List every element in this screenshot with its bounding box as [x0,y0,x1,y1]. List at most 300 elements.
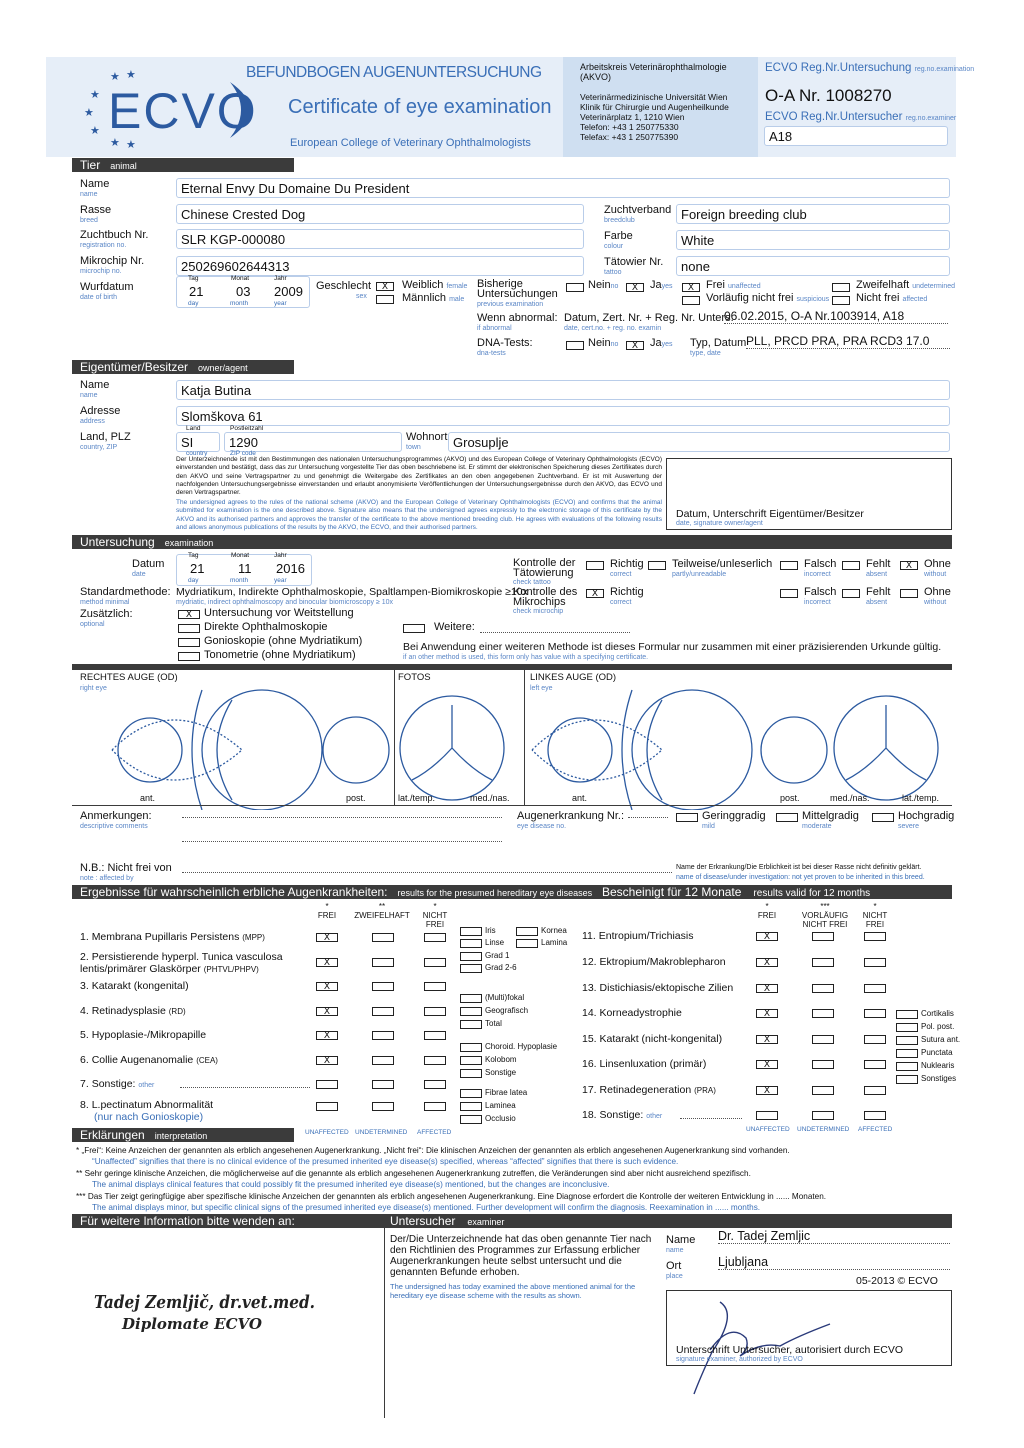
prelim-checkbox[interactable] [682,296,700,305]
r5-notfree[interactable] [424,1031,446,1040]
tattoo-field[interactable]: none [676,256,950,276]
row-label: Sonstige: [599,1109,644,1121]
r6-notfree[interactable] [424,1056,446,1065]
zip-caption-en: ZIP code [230,450,256,457]
prev-exam-sub: previous examination [477,301,544,308]
free-label [706,279,761,291]
row-no: 2. [80,951,89,963]
r13-free[interactable]: X [756,984,778,993]
row-label: Katarakt (kongenital) [91,980,189,992]
r2-free[interactable]: X [316,958,338,967]
r14-prelim[interactable] [812,1009,834,1018]
r17-prelim[interactable] [812,1086,834,1095]
left-foot-affected: AFFECTED [417,1129,452,1136]
name-sub: name [80,191,98,198]
sub-punctata-checkbox[interactable] [896,1049,918,1058]
row-no: 12. [582,956,597,968]
no-sub: no [610,283,619,290]
r8-notfree[interactable] [424,1102,446,1111]
result-row-16 [582,1058,706,1070]
address-line: Telefon: +43 1 250775330 [580,122,679,132]
chip-without-checkbox[interactable] [900,589,918,598]
row-no: 4. [80,1005,89,1017]
sub-laminea: Laminea [485,1101,516,1110]
left-eye-lid [532,720,662,780]
row-abbr: (CEA) [196,1056,218,1065]
col-header-notfree [418,902,452,929]
eye-diagrams[interactable] [72,670,952,810]
note-en: if an other method is used, this form only has value with a specifying certificate. [403,654,649,661]
sub-cortikalis-checkbox[interactable] [896,1010,918,1019]
row-label: Linsenluxation (primär) [599,1058,707,1070]
eye-section-bottom-line [72,805,952,806]
row-label: Sonstige: [91,1078,136,1090]
col-free-r-text: FREI [757,911,777,920]
sex-male-checkbox[interactable] [376,295,394,304]
breed-sub: breed [80,217,98,224]
owner-name-sub: name [80,392,98,399]
comments-line-1[interactable] [182,816,502,818]
owner-sign-sub: date, signature owner/agent [676,520,763,527]
dna-type-sub: type, date [690,350,721,357]
disease-no-label: Augenerkrankung Nr.: [517,810,625,822]
result-row-4 [80,1005,186,1017]
explanation-line: The animal displays clinical features that could possibly fit the presumed inherited eye disease(s) mentioned, but the changes are inconclusive. [92,1180,610,1190]
r14-notfree[interactable] [864,1009,886,1018]
moderate-label: Mittelgradig [802,810,859,822]
r1-notfree[interactable] [424,933,446,942]
r3-free[interactable]: X [316,982,338,991]
colour-sub: colour [604,243,624,250]
sub-sutura-checkbox[interactable] [896,1036,918,1045]
result-row-12 [582,956,726,968]
r2-notfree[interactable] [424,958,446,967]
r5-free[interactable]: X [316,1031,338,1040]
right-eye-lens [217,700,232,800]
explanation-line: ** Sehr geringe klinische Anzeichen, die möglicherweise auf die genannte als erblich angesehenen Augenerkrankung zutreffen, die Veränderungen sind aber nicht ausreichend spezifisch. [76,1168,751,1178]
sub-cat-sonstiges: Sonstiges [921,1074,957,1083]
chip-sub: microchip no. [80,268,122,275]
prev-detail-sub: date, cert.no. + reg. no. examin [564,325,662,332]
sub-linse-checkbox[interactable] [460,939,482,948]
free-checkbox[interactable]: X [682,283,700,292]
exam-monat-caption: Monat [231,552,250,559]
r4-doubt[interactable] [372,1007,394,1016]
r16-notfree[interactable] [864,1060,886,1069]
chip-correct-label: Richtig [610,586,644,598]
sex-label: Geschlecht [316,280,372,292]
moderate-sub: moderate [802,823,832,830]
prelim-sub: suspicious [796,296,830,303]
regno-field[interactable]: SLR KGP-000080 [176,229,584,249]
severe-sub: severe [898,823,920,830]
right-eye-iris [118,718,182,782]
r12-notfree[interactable] [864,958,886,967]
explanation-line: *** Das Tier zeigt geringfügige aber spezifische klinische Anzeichen der genannten als erblich angesehenen Augenerkrankung. Eine Diagnose erfordert die Kontrolle der weiteren Entwicklung in ...... Monaten. [76,1191,827,1201]
row-no: 3. [80,980,89,992]
notfree-sub: affected [902,296,928,303]
doubtful-label-text: Zweifelhaft [856,279,910,291]
sub-fibrae-checkbox[interactable] [460,1089,482,1098]
examiner-stamp [94,1292,354,1333]
exam-date-sub: date [132,571,146,578]
tattoo-check-sub: check tattoo [513,579,551,586]
severe-checkbox[interactable] [872,813,894,822]
photo-med-label: med./nas. [470,793,510,803]
institution-address [580,92,755,142]
tattoo-without-sub: without [924,571,947,578]
free-label-text: Frei [706,279,725,291]
prev-exam-yes-label [650,279,673,291]
section-exam-title: Untersuchung [80,535,155,549]
opt-untersuchung-checkbox[interactable]: X [178,610,200,619]
dob-day-sub: day [188,300,199,307]
r13-prelim[interactable] [812,984,834,993]
sub-occlusio: Occlusio [485,1114,516,1123]
r16-free[interactable]: X [756,1060,778,1069]
tattoo-partly-label: Teilweise/unleserlich [672,558,773,570]
r2-doubt[interactable] [372,958,394,967]
star2: ** [378,902,386,911]
r15-notfree[interactable] [864,1035,886,1044]
result-row-2 [80,951,300,976]
row-label: Retinadysplasie [91,1005,166,1017]
row-label: L.pectinatum Abnormalität [91,1099,214,1111]
right-foot-affected: AFFECTED [858,1126,893,1133]
sub-polpost: Pol. post. [921,1022,955,1031]
dob-sub: date of birth [80,294,117,301]
sub-iris-checkbox[interactable] [460,927,482,936]
section-owner [72,360,294,374]
row-no: 6. [80,1054,89,1066]
r15-free[interactable]: X [756,1035,778,1044]
result-row-17 [582,1084,716,1096]
r3-notfree[interactable] [424,982,446,991]
row-label: Persistierende hyperpl. Tunica vasculosa lentis/primärer Glaskörper [80,951,283,975]
owner-name-field[interactable]: Katja Butina [176,380,950,400]
photo-lat-label: lat./temp. [398,793,436,803]
tattoo-without-checkbox[interactable]: X [900,561,918,570]
r4-notfree[interactable] [424,1007,446,1016]
row-no: 14. [582,1007,597,1019]
r16-prelim[interactable] [812,1060,834,1069]
plz-caption: Postleitzahl [230,425,264,432]
dob-year: 2009 [274,284,303,299]
breed-field[interactable]: Chinese Crested Dog [176,204,584,224]
col-header-prelim [796,902,854,929]
sub-multifokal-checkbox[interactable] [460,994,482,1003]
col-doubt-text: ZWEIFELHAFT [354,911,410,920]
row-abbr: (PRA) [694,1086,716,1095]
r11-free[interactable]: X [756,932,778,941]
r3-doubt[interactable] [372,982,394,991]
chip-label: Mikrochip Nr. [80,255,145,267]
exam-day: 21 [190,561,205,576]
r18-free[interactable] [756,1111,778,1120]
col-header-free-r [756,902,778,920]
left-eye-fundus [761,717,827,783]
male-label-text: Männlich [402,292,447,304]
sub-nuklearis-checkbox[interactable] [896,1062,918,1071]
dob-monat-caption: Monat [231,275,250,282]
owner-address-sub: address [80,418,105,425]
sub-laminea-checkbox[interactable] [460,1102,482,1111]
no-label-text: Nein [588,279,611,291]
dna-detail-value[interactable]: PLL, PRCD PRA, PRA RCD3 17.0 [746,334,950,349]
chip-incorrect-sub: incorrect [804,599,831,606]
row-no: 16. [582,1058,597,1070]
town-label: Wohnort [406,431,448,443]
sub-polpost-checkbox[interactable] [896,1023,918,1032]
col-header-doubt [350,902,414,920]
row-abbr: (MPP) [242,933,265,942]
left-eye-cornea [622,690,632,810]
male-label [402,292,464,304]
dna-label: DNA-Tests: [477,337,533,349]
section-animal-sub: animal [110,161,137,171]
owner-address-field[interactable]: Slomškova 61 [176,406,950,426]
disease-no-sub: eye disease no. [517,823,567,830]
r12-free[interactable]: X [756,958,778,967]
sex-sub: sex [356,293,367,300]
result-row-7 [80,1078,154,1090]
sub-cea-sonstige: Sonstige [485,1068,517,1077]
notfree-label [856,292,927,304]
svg-text:★: ★ [84,106,94,119]
left-eye-lens [647,700,662,800]
tattoo-absent-checkbox[interactable] [842,561,860,570]
dna-sub: dna-tests [477,350,506,357]
prev-exam-no-checkbox[interactable] [566,283,584,292]
sub-grad1-checkbox[interactable] [460,952,482,961]
notfree-checkbox[interactable] [832,296,850,305]
opt-tono-checkbox[interactable] [178,652,200,661]
svg-text:★: ★ [126,138,136,150]
section-explanations [72,1128,294,1142]
reg-exam-value: O-A Nr. 1008270 [765,86,892,105]
sub-cea-sonstige-checkbox[interactable] [460,1069,482,1078]
further-label: Weitere: [434,621,475,633]
doubtful-sub: undetermined [912,283,956,290]
chip-absent-checkbox[interactable] [842,589,860,598]
sub-occlusio-checkbox[interactable] [460,1115,482,1124]
country-caption-en: country [186,450,208,457]
college-name: European College of Veterinary Ophthalmologists [290,137,531,149]
comments-line-2[interactable] [182,840,502,842]
r7-free[interactable] [316,1080,338,1089]
examiner-name-value[interactable]: Dr. Tadej Zemljic [718,1229,950,1244]
right-ant-label: ant. [140,793,156,803]
regno-label: Zuchtbuch Nr. [80,229,149,241]
tattoo-incorrect-label: Falsch [804,558,837,570]
opt-gonio-label: Gonioskopie (ohne Mydriatikum) [204,635,363,647]
exam-day-sub: day [188,577,199,584]
r1-free[interactable]: X [316,933,338,942]
mild-label: Geringgradig [702,810,766,822]
severe-label: Hochgradig [898,810,955,822]
dna-yes-checkbox[interactable]: X [626,341,644,350]
breedclub-label: Zuchtverband [604,204,672,216]
r17-free[interactable]: X [756,1086,778,1095]
additional-sub: optional [80,621,105,628]
breed-label: Rasse [80,204,112,216]
chip-without-label: Ohne [924,586,951,598]
exam-month-sub: month [230,577,249,584]
prelim-label [706,292,829,304]
r17-notfree[interactable] [864,1086,886,1095]
r11-notfree[interactable] [864,932,886,941]
method-label: Standardmethode: [80,586,171,598]
row-no: 5. [80,1029,89,1041]
result-row-7-input[interactable] [180,1086,310,1088]
chip-absent-label: Fehlt [866,586,891,598]
section-animal-title: Tier [80,158,101,172]
r5-doubt[interactable] [372,1031,394,1040]
tattoo-incorrect-sub: incorrect [804,571,831,578]
sub-linse: Linse [485,938,505,947]
sub-iris: Iris [485,926,496,935]
exam-jahr-caption: Jahr [274,552,287,559]
disease-no-input[interactable] [628,816,668,818]
prev-exam-yes-checkbox[interactable]: X [626,283,644,292]
r4-free[interactable]: X [316,1007,338,1016]
doubtful-checkbox[interactable] [832,283,850,292]
result-row-18-input[interactable] [680,1117,742,1119]
further-checkbox[interactable] [403,624,425,633]
tattoo-absent-sub: absent [866,571,888,578]
dna-yes-sub: yes [661,341,673,348]
prev-exam-label: Bisherige Untersuchungen [477,278,558,300]
moderate-checkbox[interactable] [776,813,798,822]
right-eye-globe [202,690,322,810]
section-animal [72,158,294,172]
explanation-line: “Unaffected” signifies that there is no clinical evidence of the presumed inherited eye disease(s) specified, whereas “affected” signifies that there is such evidence. [92,1157,679,1167]
chip-correct-checkbox[interactable]: X [586,589,604,598]
tattoo-correct-checkbox[interactable] [586,561,604,570]
dob-month-sub: month [230,300,249,307]
r6-free[interactable]: X [316,1056,338,1065]
sub-total-checkbox[interactable] [460,1020,482,1029]
left-foot-undetermined: UNDETERMINED [355,1129,408,1136]
row-abbr: (nur nach Gonioskopie) [94,1111,204,1123]
sub-geografisch-checkbox[interactable] [460,1007,482,1016]
nb-input[interactable] [182,871,672,873]
abnormal-sub: if abnormal [477,325,512,332]
tattoo-correct-sub: correct [610,571,632,578]
chip-incorrect-checkbox[interactable] [780,589,798,598]
col-notfree-text: NICHT FREI [422,911,448,929]
r7-doubt[interactable] [372,1080,394,1089]
r14-free[interactable]: X [756,1009,778,1018]
tattoo-incorrect-checkbox[interactable] [780,561,798,570]
r15-prelim[interactable] [812,1035,834,1044]
colour-label: Farbe [604,230,633,242]
sex-female-checkbox[interactable]: X [376,282,394,291]
owner-country-field[interactable]: SI [176,432,220,452]
sub-cat-sonstiges-checkbox[interactable] [896,1075,918,1084]
further-input[interactable] [480,624,630,633]
reg-examiner-value[interactable]: A18 [764,126,948,146]
r12-prelim[interactable] [812,958,834,967]
address-line: Veterinärplatz 1, 1210 Wien [580,112,685,122]
chip-correct-sub: correct [610,599,632,606]
result-row-15 [582,1033,722,1045]
r18-notfree[interactable] [864,1111,886,1120]
sub-kornea-checkbox[interactable] [516,927,538,936]
reg-exam-label [765,62,974,74]
dna-no-label [588,337,618,349]
exam-month: 11 [238,561,252,576]
r13-notfree[interactable] [864,984,886,993]
exam-year-sub: year [274,577,287,584]
prelim-label-text: Vorläufig nicht frei [706,292,794,304]
method-sub: method minimal [80,599,130,606]
examiner-place-value[interactable]: Ljubljana [718,1255,950,1270]
row-label: Katarakt (nicht-kongenital) [599,1033,723,1045]
nb-right-en: name of disease/under investigation: not yet proven to be inherited in this breed. [676,874,925,881]
r8-free[interactable] [316,1102,338,1111]
prev-detail-value[interactable]: 06.02.2015, O-A Nr.1003914, A18 [724,309,948,324]
tattoo-partly-sub: partly/unreadable [672,571,727,578]
dna-no-checkbox[interactable] [566,341,584,350]
animal-name-field[interactable]: Eternal Envy Du Domaine Du President [176,178,950,198]
opt-direct-checkbox[interactable] [178,624,200,633]
left-eye-sub: left eye [530,685,553,692]
chip-field[interactable]: 250269602644313 [176,256,584,276]
r7-notfree[interactable] [424,1080,446,1089]
owner-town-field[interactable]: Grosuplje [448,432,950,452]
r1-doubt[interactable] [372,933,394,942]
r18-prelim[interactable] [812,1111,834,1120]
free-sub: unaffected [728,283,761,290]
sub-kolobom-checkbox[interactable] [460,1056,482,1065]
section-owner-title: Eigentümer/Besitzer [80,360,189,374]
star1: * [325,902,329,911]
examiner-sign-sub: signature examiner, authorized by ECVO [676,1356,803,1363]
colour-field[interactable]: White [676,230,950,250]
section-results-title: Ergebnisse für wahrscheinlich erbliche Augenkrankheiten: [80,885,388,899]
svg-text:★: ★ [90,124,100,137]
dna-no-text: Nein [588,337,611,349]
nb-label: N.B.: Nicht frei von [80,862,172,874]
exam-year: 2016 [276,561,305,576]
sub-lamina-checkbox[interactable] [516,939,538,948]
breedclub-field[interactable]: Foreign breeding club [676,204,950,224]
mild-sub: mild [702,823,715,830]
sub-grad26-checkbox[interactable] [460,964,482,973]
tattoo-partly-checkbox[interactable] [648,561,666,570]
sub-choroid-checkbox[interactable] [460,1043,482,1052]
row-label: Ektropium/Makroblepharon [599,956,726,968]
r8-doubt[interactable] [372,1102,394,1111]
dna-yes-text: Ja [650,337,662,349]
opt-gonio-checkbox[interactable] [178,638,200,647]
section-exam [72,535,952,549]
left-eye-iris [548,718,612,782]
nb-right-de: Name der Erkrankung/Die Erblichkeit ist bei dieser Rasse nicht definitiv geklärt. [676,864,922,871]
form-version: 05-2013 © ECVO [856,1275,938,1287]
institution-title: Arbeitskreis Veterinärophthalmologie (AKVO) [580,62,727,82]
row-label: Retinadegeneration [599,1084,692,1096]
r6-doubt[interactable] [372,1056,394,1065]
right-eye-label: RECHTES AUGE (OD) [80,672,178,683]
opt-tono-label: Tonometrie (ohne Mydriatikum) [204,649,356,661]
abnormal-label: Wenn abnormal: [477,312,558,324]
star1c: * [765,902,769,911]
mild-checkbox[interactable] [676,813,698,822]
r11-prelim[interactable] [812,932,834,941]
owner-zip-field[interactable]: 1290 [224,432,402,452]
